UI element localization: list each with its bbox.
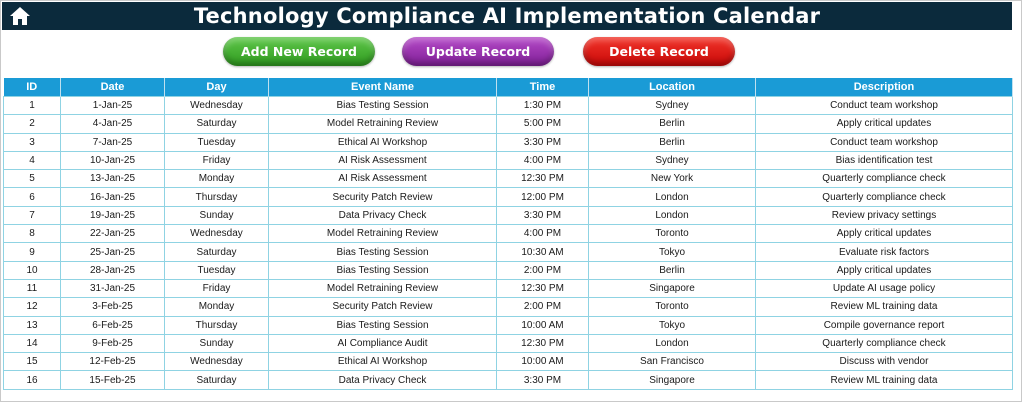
home-icon[interactable] <box>8 5 32 27</box>
cell-id[interactable]: 10 <box>4 261 61 279</box>
cell-event-name[interactable]: AI Risk Assessment <box>269 170 497 188</box>
cell-time[interactable]: 10:00 AM <box>497 316 589 334</box>
cell-day[interactable]: Wednesday <box>165 353 269 371</box>
cell-time[interactable]: 3:30 PM <box>497 371 589 389</box>
cell-location[interactable]: London <box>589 188 756 206</box>
cell-time[interactable]: 2:00 PM <box>497 298 589 316</box>
table-row[interactable] <box>4 298 1013 316</box>
cell-event-name[interactable]: Bias Testing Session <box>269 316 497 334</box>
cell-date[interactable]: 25-Jan-25 <box>61 243 165 261</box>
column-header-date[interactable]: Date <box>61 78 165 97</box>
cell-event-name[interactable]: AI Risk Assessment <box>269 151 497 169</box>
cell-location[interactable]: Sydney <box>589 97 756 115</box>
cell-description[interactable]: Review ML training data <box>756 298 1013 316</box>
cell-event-name[interactable]: Bias Testing Session <box>269 97 497 115</box>
cell-date[interactable]: 19-Jan-25 <box>61 206 165 224</box>
cell-time[interactable]: 3:30 PM <box>497 133 589 151</box>
cell-location[interactable]: Sydney <box>589 151 756 169</box>
cell-location[interactable]: Toronto <box>589 225 756 243</box>
cell-description[interactable]: Compile governance report <box>756 316 1013 334</box>
records-table-container <box>3 78 1012 390</box>
table-row[interactable] <box>4 97 1013 115</box>
cell-time[interactable]: 5:00 PM <box>497 115 589 133</box>
cell-event-name[interactable]: Ethical AI Workshop <box>269 133 497 151</box>
cell-time[interactable]: 4:00 PM <box>497 225 589 243</box>
cell-event-name[interactable]: AI Compliance Audit <box>269 334 497 352</box>
cell-description[interactable]: Apply critical updates <box>756 261 1013 279</box>
cell-day[interactable]: Friday <box>165 279 269 297</box>
cell-description[interactable]: Evaluate risk factors <box>756 243 1013 261</box>
cell-event-name[interactable]: Security Patch Review <box>269 298 497 316</box>
cell-id[interactable]: 7 <box>4 206 61 224</box>
column-header-id[interactable]: ID <box>4 78 61 97</box>
cell-date[interactable]: 7-Jan-25 <box>61 133 165 151</box>
cell-day[interactable]: Saturday <box>165 371 269 389</box>
page-title: Technology Compliance AI Implementation Calendar <box>193 4 821 28</box>
cell-description[interactable]: Quarterly compliance check <box>756 334 1013 352</box>
column-header-location[interactable]: Location <box>589 78 756 97</box>
table-row[interactable] <box>4 353 1013 371</box>
cell-description[interactable]: Review privacy settings <box>756 206 1013 224</box>
cell-date[interactable]: 9-Feb-25 <box>61 334 165 352</box>
cell-date[interactable]: 6-Feb-25 <box>61 316 165 334</box>
cell-id[interactable]: 15 <box>4 353 61 371</box>
table-row[interactable] <box>4 243 1013 261</box>
table-row[interactable] <box>4 261 1013 279</box>
table-row[interactable] <box>4 225 1013 243</box>
cell-time[interactable]: 12:00 PM <box>497 188 589 206</box>
cell-date[interactable]: 28-Jan-25 <box>61 261 165 279</box>
cell-day[interactable]: Sunday <box>165 206 269 224</box>
cell-location[interactable]: Singapore <box>589 371 756 389</box>
column-header-description[interactable]: Description <box>756 78 1013 97</box>
cell-location[interactable]: Tokyo <box>589 316 756 334</box>
cell-time[interactable]: 12:30 PM <box>497 279 589 297</box>
cell-description[interactable]: Apply critical updates <box>756 115 1013 133</box>
cell-location[interactable]: London <box>589 334 756 352</box>
title-bar <box>2 2 1012 30</box>
cell-description[interactable]: Update AI usage policy <box>756 279 1013 297</box>
add-record-button[interactable]: Add New Record <box>223 37 375 66</box>
cell-date[interactable]: 4-Jan-25 <box>61 115 165 133</box>
cell-date[interactable]: 1-Jan-25 <box>61 97 165 115</box>
table-row[interactable] <box>4 316 1013 334</box>
cell-description[interactable]: Conduct team workshop <box>756 97 1013 115</box>
cell-day[interactable]: Wednesday <box>165 97 269 115</box>
cell-location[interactable]: Tokyo <box>589 243 756 261</box>
cell-id[interactable]: 16 <box>4 371 61 389</box>
cell-event-name[interactable]: Model Retraining Review <box>269 115 497 133</box>
cell-date[interactable]: 10-Jan-25 <box>61 151 165 169</box>
cell-time[interactable]: 10:00 AM <box>497 353 589 371</box>
cell-day[interactable]: Tuesday <box>165 133 269 151</box>
cell-description[interactable]: Review ML training data <box>756 371 1013 389</box>
cell-time[interactable]: 12:30 PM <box>497 170 589 188</box>
cell-event-name[interactable]: Security Patch Review <box>269 188 497 206</box>
cell-date[interactable]: 12-Feb-25 <box>61 353 165 371</box>
update-record-button[interactable]: Update Record <box>402 37 554 66</box>
cell-time[interactable]: 10:30 AM <box>497 243 589 261</box>
cell-day[interactable]: Thursday <box>165 316 269 334</box>
cell-location[interactable]: London <box>589 206 756 224</box>
table-row[interactable] <box>4 334 1013 352</box>
table-row[interactable] <box>4 133 1013 151</box>
cell-day[interactable]: Sunday <box>165 334 269 352</box>
table-row[interactable] <box>4 279 1013 297</box>
column-header-event-name[interactable]: Event Name <box>269 78 497 97</box>
cell-day[interactable]: Saturday <box>165 115 269 133</box>
cell-id[interactable]: 3 <box>4 133 61 151</box>
cell-time[interactable]: 3:30 PM <box>497 206 589 224</box>
cell-time[interactable]: 4:00 PM <box>497 151 589 169</box>
cell-location[interactable]: Singapore <box>589 279 756 297</box>
records-table <box>3 78 1013 390</box>
cell-description[interactable]: Quarterly compliance check <box>756 188 1013 206</box>
cell-event-name[interactable]: Data Privacy Check <box>269 371 497 389</box>
cell-event-name[interactable]: Ethical AI Workshop <box>269 353 497 371</box>
cell-id[interactable]: 1 <box>4 97 61 115</box>
delete-record-button[interactable]: Delete Record <box>583 37 735 66</box>
cell-day[interactable]: Monday <box>165 170 269 188</box>
cell-date[interactable]: 3-Feb-25 <box>61 298 165 316</box>
cell-id[interactable]: 9 <box>4 243 61 261</box>
action-bar <box>0 37 1024 67</box>
cell-id[interactable]: 6 <box>4 188 61 206</box>
cell-id[interactable]: 11 <box>4 279 61 297</box>
cell-date[interactable]: 15-Feb-25 <box>61 371 165 389</box>
cell-time[interactable]: 1:30 PM <box>497 97 589 115</box>
cell-location[interactable]: Berlin <box>589 133 756 151</box>
cell-id[interactable]: 12 <box>4 298 61 316</box>
cell-day[interactable]: Thursday <box>165 188 269 206</box>
cell-day[interactable]: Tuesday <box>165 261 269 279</box>
cell-time[interactable]: 2:00 PM <box>497 261 589 279</box>
table-row[interactable] <box>4 115 1013 133</box>
cell-date[interactable]: 22-Jan-25 <box>61 225 165 243</box>
cell-event-name[interactable]: Model Retraining Review <box>269 225 497 243</box>
cell-day[interactable]: Monday <box>165 298 269 316</box>
cell-day[interactable]: Friday <box>165 151 269 169</box>
cell-location[interactable]: Berlin <box>589 261 756 279</box>
cell-location[interactable]: San Francisco <box>589 353 756 371</box>
table-row[interactable] <box>4 170 1013 188</box>
column-header-day[interactable]: Day <box>165 78 269 97</box>
cell-id[interactable]: 2 <box>4 115 61 133</box>
cell-description[interactable]: Apply critical updates <box>756 225 1013 243</box>
cell-day[interactable]: Saturday <box>165 243 269 261</box>
cell-location[interactable]: Toronto <box>589 298 756 316</box>
cell-id[interactable]: 5 <box>4 170 61 188</box>
cell-event-name[interactable]: Bias Testing Session <box>269 261 497 279</box>
cell-date[interactable]: 31-Jan-25 <box>61 279 165 297</box>
cell-description[interactable]: Conduct team workshop <box>756 133 1013 151</box>
table-row[interactable] <box>4 188 1013 206</box>
table-row[interactable] <box>4 151 1013 169</box>
cell-description[interactable]: Quarterly compliance check <box>756 170 1013 188</box>
column-header-time[interactable]: Time <box>497 78 589 97</box>
cell-location[interactable]: New York <box>589 170 756 188</box>
table-row[interactable] <box>4 206 1013 224</box>
cell-event-name[interactable]: Model Retraining Review <box>269 279 497 297</box>
cell-id[interactable]: 8 <box>4 225 61 243</box>
cell-description[interactable]: Bias identification test <box>756 151 1013 169</box>
cell-date[interactable]: 16-Jan-25 <box>61 188 165 206</box>
table-row[interactable] <box>4 371 1013 389</box>
cell-id[interactable]: 14 <box>4 334 61 352</box>
cell-time[interactable]: 12:30 PM <box>497 334 589 352</box>
cell-day[interactable]: Wednesday <box>165 225 269 243</box>
cell-location[interactable]: Berlin <box>589 115 756 133</box>
cell-event-name[interactable]: Bias Testing Session <box>269 243 497 261</box>
cell-event-name[interactable]: Data Privacy Check <box>269 206 497 224</box>
cell-id[interactable]: 4 <box>4 151 61 169</box>
cell-id[interactable]: 13 <box>4 316 61 334</box>
table-header-row <box>4 78 1013 97</box>
table-body <box>4 97 1013 390</box>
cell-description[interactable]: Discuss with vendor <box>756 353 1013 371</box>
cell-date[interactable]: 13-Jan-25 <box>61 170 165 188</box>
